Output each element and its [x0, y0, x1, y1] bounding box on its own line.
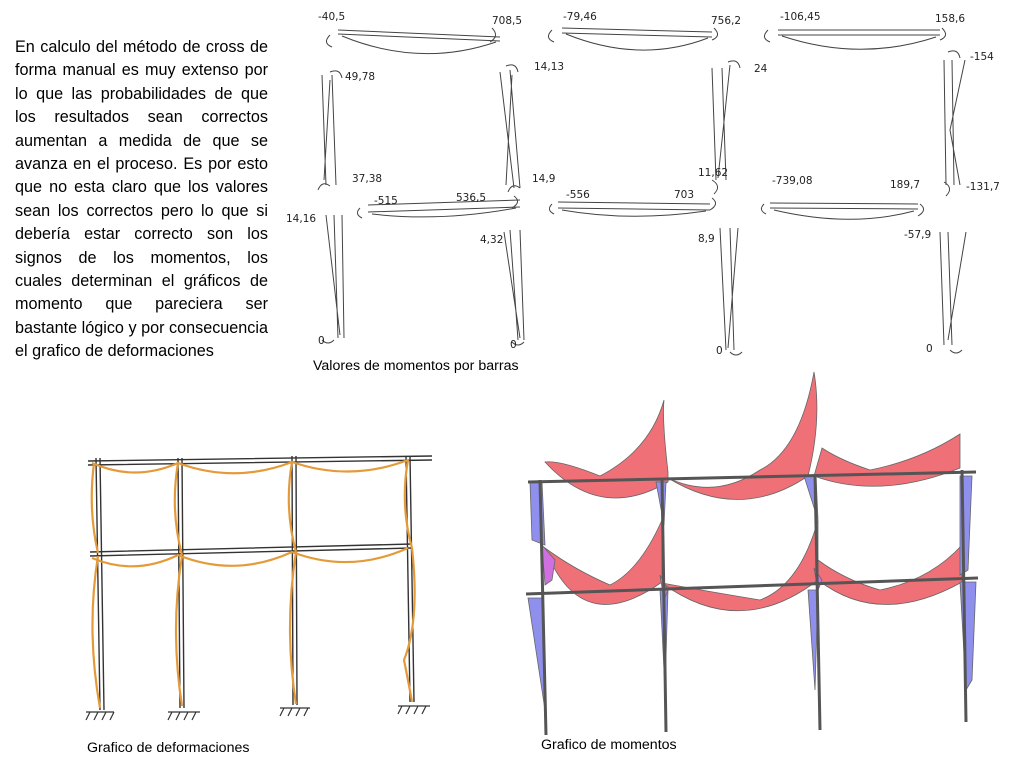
column-1-sketch [322, 75, 336, 185]
value-b6-right: 189,7 [890, 179, 921, 191]
value-b6-left: -739,08 [772, 175, 813, 187]
column-4-sketch [944, 60, 965, 185]
value-b3-left: -106,45 [780, 11, 821, 23]
deformation-sketch [80, 448, 440, 733]
value-b5-right: 703 [674, 189, 695, 201]
frame-top-beam [88, 456, 432, 465]
column-8-sketch [940, 232, 966, 345]
value-b3-right: 158,6 [935, 13, 966, 25]
value-base-1: 0 [318, 335, 325, 347]
column-3-sketch [712, 65, 730, 180]
value-b2-left: -79,46 [563, 11, 597, 23]
value-b5-left: -556 [566, 189, 590, 201]
support-2 [168, 712, 200, 720]
caption-deformations: Grafico de deformaciones [87, 740, 250, 756]
beam-5-sketch [558, 202, 710, 216]
beam-2-sketch [562, 28, 712, 50]
value-c4-top: -154 [970, 51, 994, 63]
column-2-sketch [500, 70, 520, 188]
intro-paragraph: En calculo del método de cross de forma manual es muy extenso por lo que las probabilidades de que los resultados sean correctos aumentan a medida de que se avanza en el proceso. Es por esto que no esta claro que los valores sean los correctos pero lo que si debería estar correcto son los signos de los momentos, los cuales determinan el gráficos de momento que pareciera ser bastante lógico y por consecuencia el grafico de deformaciones [15, 38, 268, 361]
frame-col-4 [406, 456, 414, 702]
value-c6-top: 8,9 [698, 233, 715, 245]
caption-moments: Grafico de momentos [541, 737, 677, 753]
support-4 [398, 706, 430, 714]
value-base-3: 0 [716, 345, 723, 357]
moment-values-sketch [280, 0, 1000, 360]
frame-col-1 [96, 458, 104, 710]
diagram-col-2 [662, 478, 666, 732]
value-b4-outer: 14,16 [286, 213, 317, 225]
positive-moment-areas [545, 372, 962, 611]
beam-6-sketch [770, 203, 918, 219]
value-c4-bot: -131,7 [966, 181, 1000, 193]
beam-3-sketch [778, 30, 940, 49]
beam-1-sketch [338, 30, 500, 54]
value-c2-bot: 14,9 [532, 173, 556, 185]
column-7-sketch [720, 228, 738, 350]
value-c2-top: 14,13 [534, 61, 565, 73]
caption-moment-values: Valores de momentos por barras [313, 358, 519, 374]
moment-diagram [520, 368, 990, 740]
support-3 [280, 708, 310, 716]
column-5-sketch [326, 215, 344, 338]
value-c1-top: 49,78 [345, 71, 376, 83]
value-b2-right: 756,2 [711, 15, 742, 27]
column-6-sketch [504, 230, 524, 340]
value-c5-top: 4,32 [480, 234, 504, 246]
value-c3-bot: 11,62 [698, 167, 729, 179]
support-1 [86, 712, 114, 720]
value-c7-top: -57,9 [904, 229, 932, 241]
value-b1-right: 708,5 [492, 15, 523, 27]
value-b1-left: -40,5 [318, 11, 346, 23]
deformed-shape [92, 460, 415, 708]
value-base-2: 0 [510, 339, 517, 351]
frame-mid-beam [90, 544, 412, 556]
value-c1-bot: 37,38 [352, 173, 383, 185]
value-base-4: 0 [926, 343, 933, 355]
value-b4-left: -515 [374, 195, 398, 207]
value-b4-right: 536,5 [456, 192, 487, 204]
value-c3-top: 24 [754, 63, 768, 75]
